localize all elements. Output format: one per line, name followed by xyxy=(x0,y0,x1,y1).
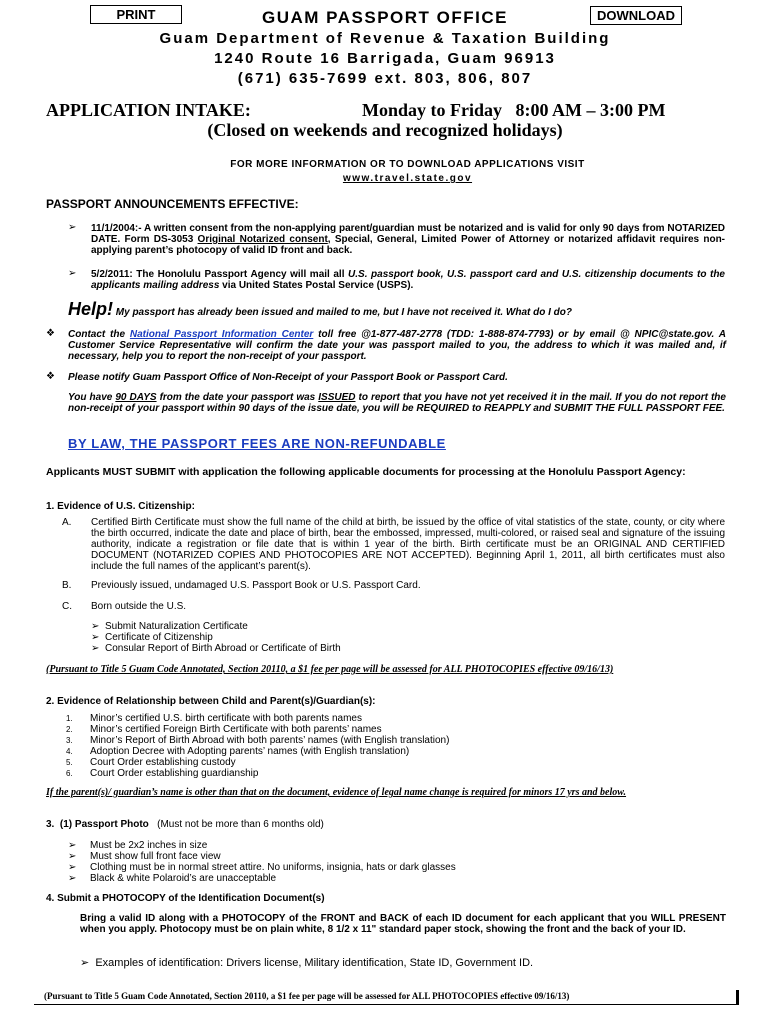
diamond-bullet-icon: ❖ xyxy=(46,371,55,382)
intake-hours: Monday to Friday 8:00 AM – 3:00 PM xyxy=(362,100,666,120)
npic-link[interactable]: National Passport Information Center xyxy=(129,329,314,340)
list-item: ➢ Consular Report of Birth Abroad or Certificate of Birth xyxy=(91,643,341,654)
help-deadline-text: You have 90 DAYS from the date your passport was ISSUED to report that you have not yet received it in the mail. If you do not report the non-receipt of your passport within 90 days of the issue date, you will be REQUIRED to REAPPLY and SUBMIT THE FULL PASSPORT FEE. xyxy=(68,392,726,414)
announcement-item: 5/2/2011: The Honolulu Passport Agency will mail all U.S. passport book, U.S. passport card and U.S. citizenship documents to the applicants mailing address via United States Postal Service (USPS). xyxy=(91,269,725,291)
info-line: FOR MORE INFORMATION OR TO DOWNLOAD APPLICATIONS VISIT xyxy=(230,159,585,170)
fees-nonrefundable-notice: BY LAW, THE PASSPORT FEES ARE NON-REFUNDABLE xyxy=(68,436,446,451)
name-change-note: If the parent(s)/ guardian’s name is other than that on the document, evidence of legal name change is required for minors 17 yrs and below. xyxy=(46,787,627,798)
list-item: ➢ Submit Naturalization Certificate xyxy=(91,621,248,632)
arrow-bullet-icon: ➢ xyxy=(68,222,77,233)
list-item: 4. Adoption Decree with Adopting parents’ names (with English translation) xyxy=(66,746,410,757)
intake-label: APPLICATION INTAKE: xyxy=(46,100,251,120)
arrow-bullet-icon: ➢ xyxy=(68,840,77,851)
birth-certificate-text: Certified Birth Certificate must show the full name of the child at birth, be issued by the office of vital statistics of the state, county, or city where the birth occurred, indicate the date and place of birth, bear the embossed, impressed, multi-colored, or raised seal and signature of the issuing authority, indicate a registration or file date that is within 1 year of the birth. Birth certificate must be an ORIGINAL AND CERTIFIED DOCUMENT (NOTARIZED COPIES AND PHOTOCOPIES ARE NOT ACCEPTED). Beginning April 1, 2011, all birth certificates must also include the full names of the applicant’s parent(s). xyxy=(91,517,725,572)
travel-site-link[interactable]: www.travel.state.gov xyxy=(342,173,473,184)
arrow-bullet-icon: ➢ xyxy=(91,621,100,632)
list-item: ➢ Must show full front face view xyxy=(68,851,221,862)
submit-intro: Applicants MUST SUBMIT with application the following applicable documents for processing at the Honolulu Passport Agency: xyxy=(46,466,686,478)
announcement-item: 11/1/2004:- A written consent from the non-applying parent/guardian must be notarized and is valid for only 90 days from NOTARIZED DATE. Form DS-3053 Original Notarized consent, Special, General, Limited Power of Attorney or notarized affidavit requires non-applying parent’s photocopy of valid ID front and back. xyxy=(91,223,726,256)
arrow-bullet-icon: ➢ xyxy=(91,643,100,654)
print-button[interactable]: PRINT xyxy=(90,5,182,24)
item-label: B. xyxy=(62,580,72,591)
list-item: 6. Court Order establishing guardianship xyxy=(66,768,259,779)
announcements-heading: PASSPORT ANNOUNCEMENTS EFFECTIVE: xyxy=(46,197,299,211)
footer-photocopy-note: (Pursuant to Title 5 Guam Code Annotated, Section 20110, a $1 fee per page will be assessed for ALL PHOTOCOPIES effective 09/16/13) xyxy=(44,991,570,1001)
id-examples: ➢ Examples of identification: Drivers license, Military identification, State ID, Government ID. xyxy=(80,957,534,969)
section-4-title: 4. Submit a PHOTOCOPY of the Identification Document(s) xyxy=(46,893,325,904)
arrow-bullet-icon: ➢ xyxy=(91,632,100,643)
photocopy-fee-note: (Pursuant to Title 5 Guam Code Annotated, Section 20110, a $1 fee per page will be assessed for ALL PHOTOCOPIES effective 09/16/13) xyxy=(46,664,614,675)
previous-passport-text: Previously issued, undamaged U.S. Passport Book or U.S. Passport Card. xyxy=(91,580,421,591)
list-item: 1. Minor’s certified U.S. birth certificate with both parents names xyxy=(66,713,362,724)
list-item: 2. Minor’s certified Foreign Birth Certificate with both parents’ names xyxy=(66,724,382,735)
item-label: A. xyxy=(62,517,72,528)
relationship-list xyxy=(66,713,449,779)
list-item: ➢ Certificate of Citizenship xyxy=(91,632,213,643)
footer-note-box xyxy=(34,990,739,1005)
download-button[interactable]: DOWNLOAD xyxy=(590,6,682,25)
help-contact-text: Contact the National Passport Information Center toll free @1-877-487-2778 (TDD: 1-888-874-7793) or by email @ NPIC@state.gov. A Customer Service Representative will confirm the date your was passport mailed to you, the address to which it was mailed and, if necessary, help you to report the non-receipt of your passport. xyxy=(68,329,726,362)
arrow-bullet-icon: ➢ xyxy=(68,851,77,862)
list-item: 5. Court Order establishing custody xyxy=(66,757,236,768)
help-notify-text: Please notify Guam Passport Office of Non-Receipt of your Passport Book or Passport Card. xyxy=(68,372,508,383)
section-2-title: 2. Evidence of Relationship between Child and Parent(s)/Guardian(s): xyxy=(46,696,376,707)
arrow-bullet-icon: ➢ xyxy=(68,268,77,279)
section-3-title: 3. (1) Passport Photo (Must not be more than 6 months old) xyxy=(46,819,324,830)
intake-closed: (Closed on weekends and recognized holidays) xyxy=(207,120,563,140)
section-1-title: 1. Evidence of U.S. Citizenship: xyxy=(46,501,195,512)
arrow-bullet-icon: ➢ xyxy=(68,862,77,873)
id-photocopy-text: Bring a valid ID along with a PHOTOCOPY of the FRONT and BACK of each ID document for each applicant that you WILL PRESENT when you apply. Photocopy must be on plain white, 8 1/2 x 11" standard paper stock, showing the front and the back of your ID. xyxy=(80,913,726,935)
item-label: C. xyxy=(62,601,72,612)
list-item: 3. Minor’s Report of Birth Abroad with both parents’ names (with English translation) xyxy=(66,735,450,746)
department-name: Guam Department of Revenue & Taxation Building xyxy=(159,30,611,47)
office-address: 1240 Route 16 Barrigada, Guam 96913 xyxy=(214,50,556,67)
born-outside-list xyxy=(91,621,341,654)
photo-requirements-list xyxy=(68,840,456,884)
diamond-bullet-icon: ❖ xyxy=(46,328,55,339)
help-heading: Help! My passport has already been issued and mailed to me, but I have not received it. What do I do? xyxy=(68,299,572,319)
office-title: GUAM PASSPORT OFFICE xyxy=(262,8,508,27)
arrow-bullet-icon: ➢ xyxy=(80,957,90,969)
list-item: ➢ Must be 2x2 inches in size xyxy=(68,840,208,851)
list-item: ➢ Clothing must be in normal street attire. No uniforms, insignia, hats or dark glasses xyxy=(68,862,456,873)
list-item: ➢ Black & white Polaroid’s are unacceptable xyxy=(68,873,277,884)
office-phone: (671) 635-7699 ext. 803, 806, 807 xyxy=(237,70,533,87)
born-outside-text: Born outside the U.S. xyxy=(91,601,187,612)
arrow-bullet-icon: ➢ xyxy=(68,873,77,884)
